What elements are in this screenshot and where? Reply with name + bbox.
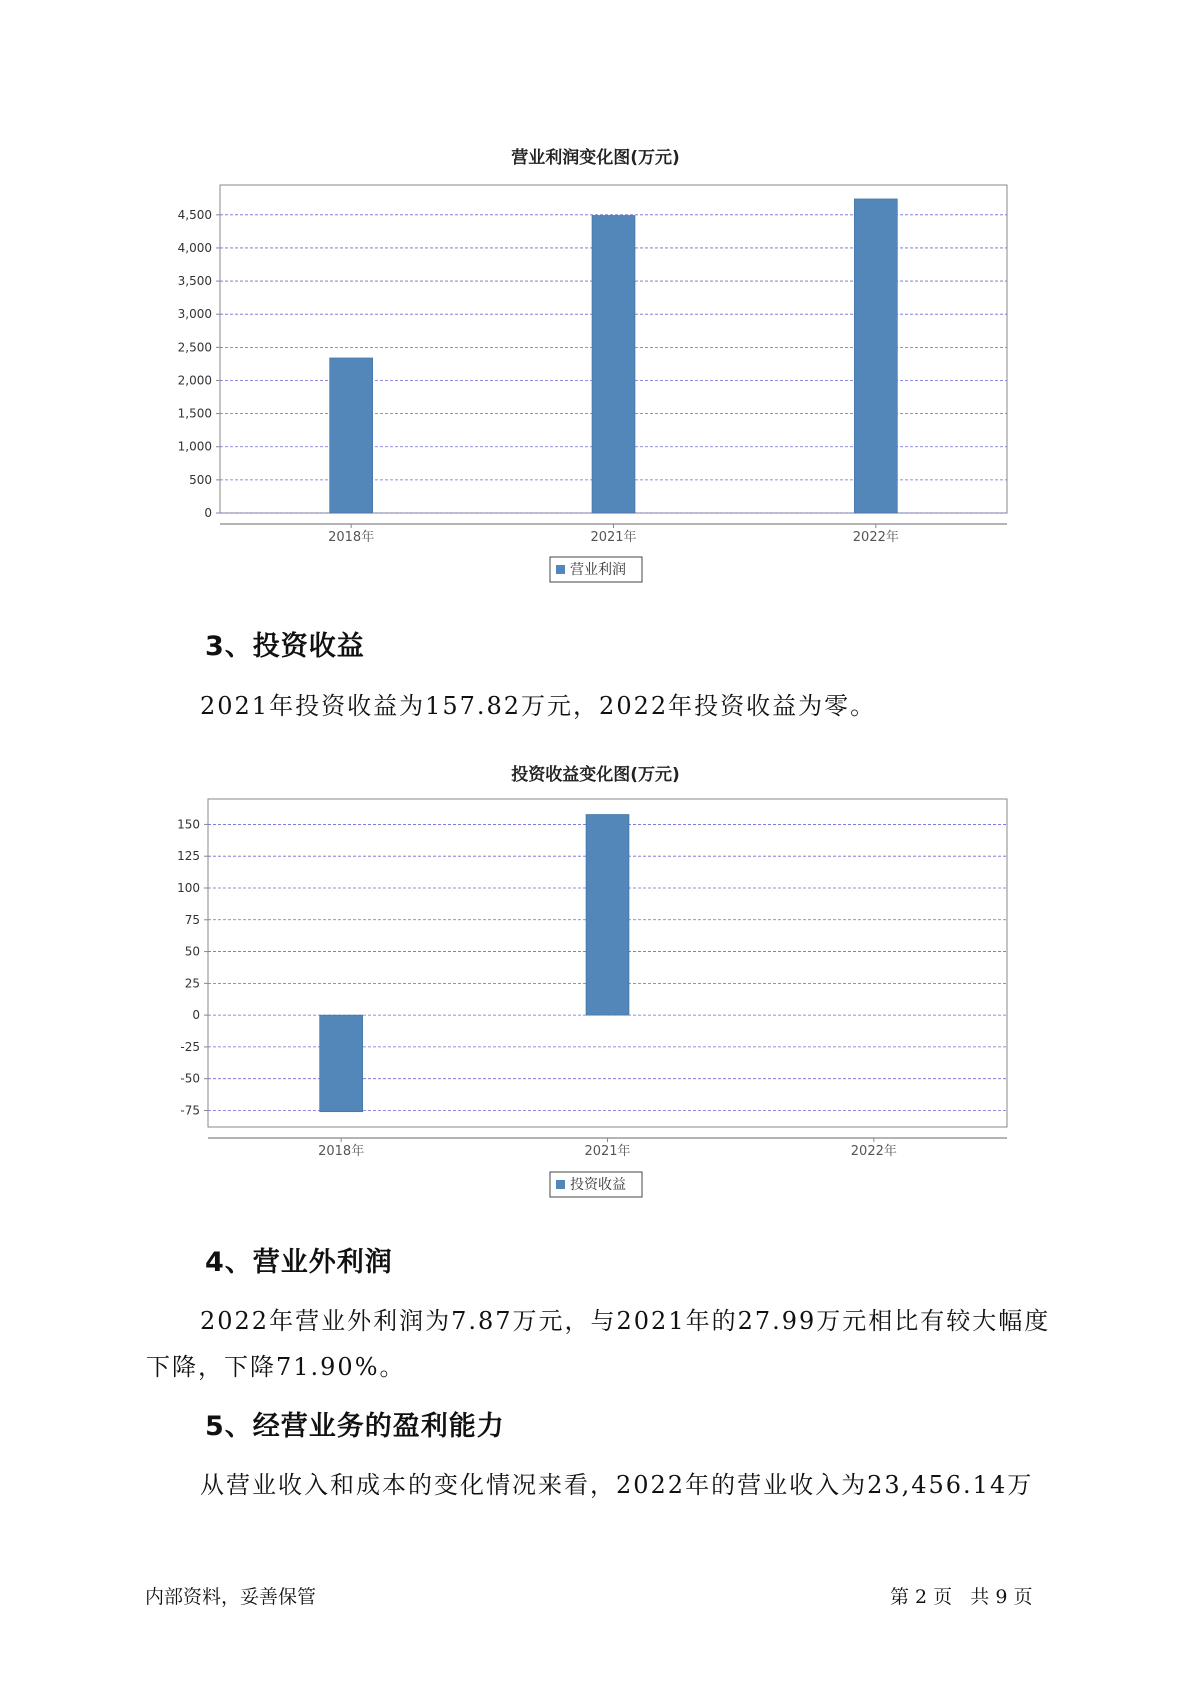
bar [586, 814, 629, 1015]
chart2-title: 投资收益变化图(万元) [511, 765, 680, 785]
y-tick-label: 125 [177, 849, 200, 864]
x-tick-label: 2018年 [318, 1144, 365, 1159]
y-tick-label: -25 [180, 1039, 200, 1054]
section-5-heading: 5、经营业务的盈利能力 [205, 1411, 505, 1442]
x-tick-label: 2018年 [328, 530, 375, 545]
y-tick-label: 4,000 [177, 240, 212, 255]
section-5-text: 从营业收入和成本的变化情况来看，2022年的营业收入为23,456.14万 [200, 1471, 1034, 1499]
legend-swatch [556, 565, 565, 574]
x-tick-label: 2021年 [584, 1144, 631, 1159]
chart1-title: 营业利润变化图(万元) [511, 148, 680, 168]
y-tick-label: 25 [184, 976, 200, 991]
y-tick-label: -50 [180, 1071, 200, 1086]
y-tick-label: 1,500 [177, 406, 212, 421]
y-tick-label: 50 [184, 944, 200, 959]
x-tick-label: 2022年 [852, 530, 899, 545]
section-3-heading: 3、投资收益 [205, 631, 365, 662]
y-tick-label: 3,500 [177, 274, 212, 289]
section-4-heading: 4、营业外利润 [205, 1247, 393, 1278]
section-3-text: 2021年投资收益为157.82万元，2022年投资收益为零。 [200, 692, 877, 720]
legend-label: 营业利润 [570, 562, 626, 578]
y-tick-label: 150 [177, 817, 200, 832]
y-tick-label: 500 [189, 472, 212, 487]
legend-swatch [556, 1180, 565, 1189]
y-tick-label: 0 [204, 506, 212, 520]
footer-page-number: 第 2 页 共 9 页 [890, 1586, 1033, 1608]
section-4-text-line2: 下降，下降71.90%。 [146, 1353, 406, 1381]
y-tick-label: 4,500 [177, 207, 212, 222]
investment-income-chart [0, 600, 1191, 1200]
bar [330, 358, 373, 513]
y-tick-label: 3,000 [177, 307, 212, 322]
legend-label: 投资收益 [570, 1177, 626, 1193]
y-tick-label: 75 [184, 912, 200, 927]
bar [320, 1015, 363, 1112]
y-tick-label: 2,500 [177, 340, 212, 355]
x-tick-label: 2022年 [850, 1144, 897, 1159]
bar [854, 199, 897, 513]
y-tick-label: 0 [192, 1008, 200, 1023]
y-tick-label: 100 [177, 880, 200, 895]
y-tick-label: 1,000 [177, 439, 212, 454]
operating-profit-chart [0, 0, 1191, 600]
y-tick-label: 2,000 [177, 373, 212, 388]
section-4-text-line1: 2022年营业外利润为7.87万元，与2021年的27.99万元相比有较大幅度 [200, 1307, 1051, 1335]
x-tick-label: 2021年 [590, 530, 637, 545]
y-tick-label: -75 [180, 1103, 200, 1118]
footer-confidential-note: 内部资料，妥善保管 [145, 1586, 317, 1608]
bar [592, 215, 635, 513]
